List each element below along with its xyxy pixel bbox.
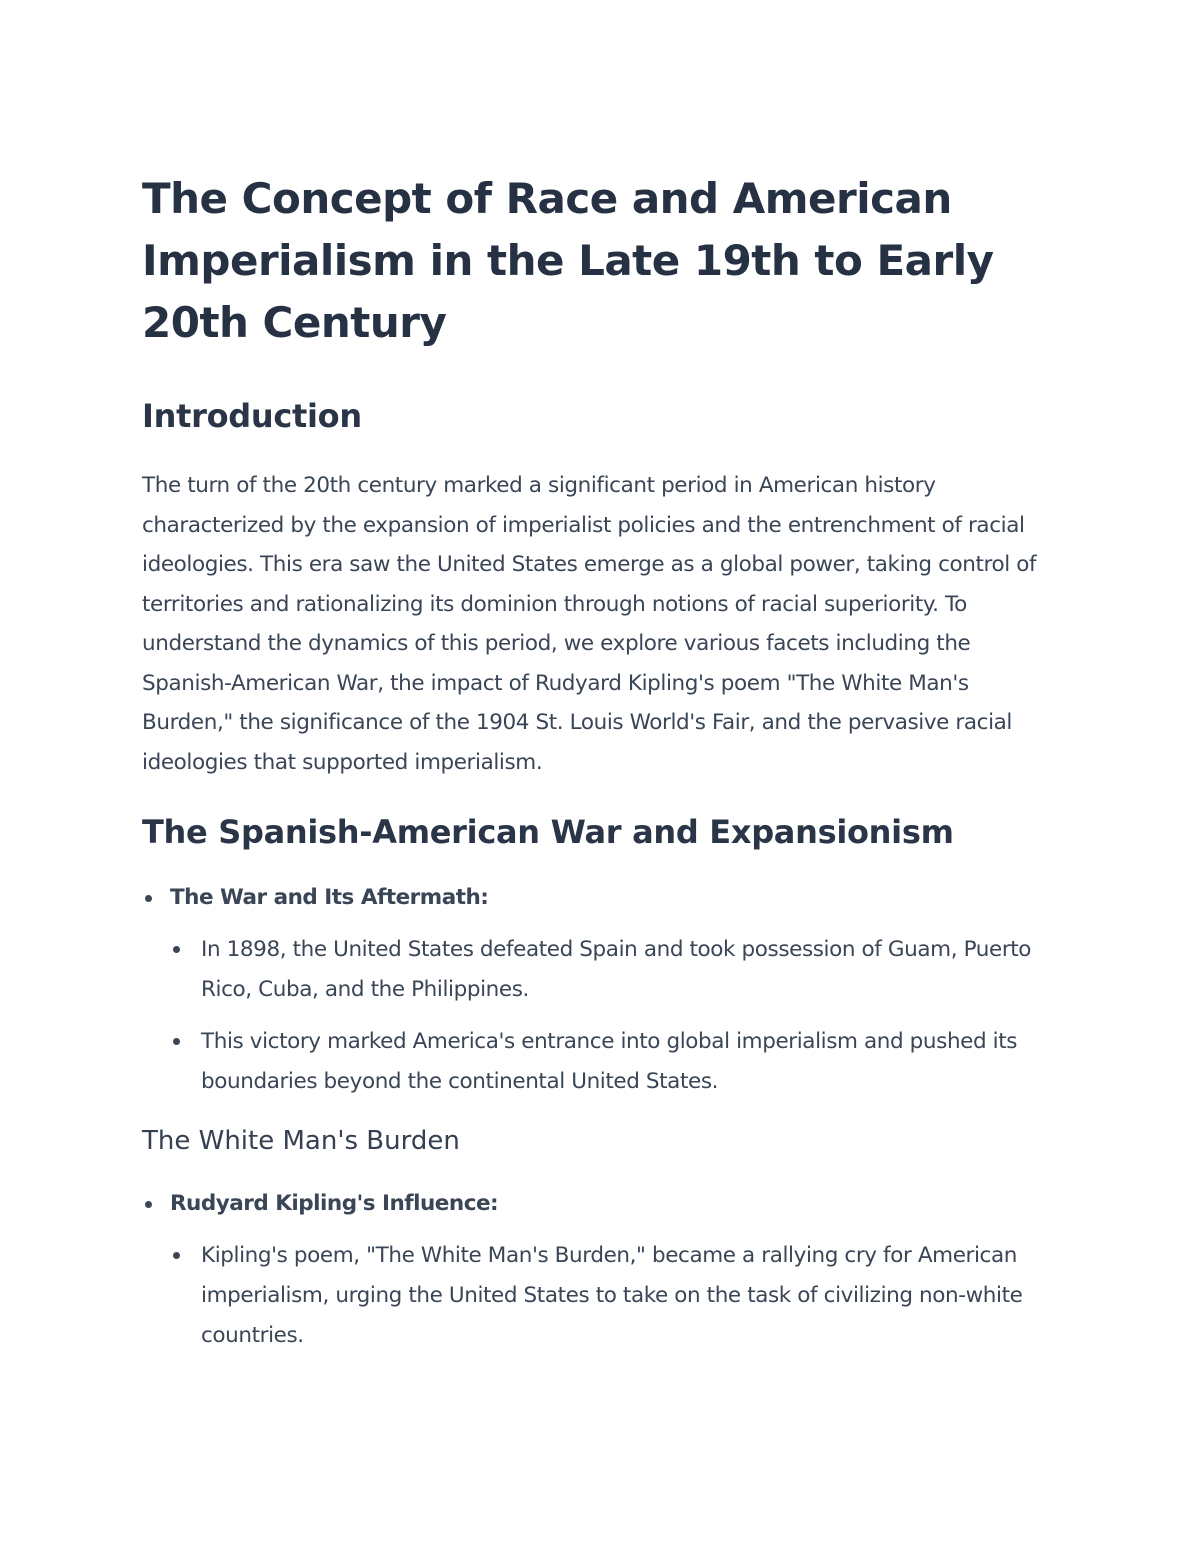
sub-list-item bbox=[170, 1022, 1062, 1102]
white-mans-burden-list bbox=[142, 1186, 1062, 1356]
list-item-label: Rudyard Kipling's Influence: bbox=[170, 1191, 499, 1216]
sub-list-item-text: In 1898, the United States defeated Spain and took possession of Guam, Puerto Rico, Cuba, and the Philippines. bbox=[201, 937, 1032, 1002]
sub-list bbox=[170, 930, 1062, 1102]
bullet-icon bbox=[173, 946, 180, 953]
bullet-icon bbox=[173, 1038, 180, 1045]
sub-list-item-text: This victory marked America's entrance into global imperialism and pushed its boundaries beyond the continental United States. bbox=[201, 1029, 1018, 1094]
list-item-label: The War and Its Aftermath: bbox=[170, 885, 489, 910]
bullet-icon bbox=[145, 895, 152, 902]
sub-list bbox=[170, 1236, 1062, 1356]
list-item bbox=[142, 880, 1062, 1102]
bullet-icon bbox=[145, 1201, 152, 1208]
sub-list-item bbox=[170, 1236, 1062, 1356]
document-title: The Concept of Race and American Imperialism in the Late 19th to Early 20th Century bbox=[142, 174, 994, 347]
introduction-heading: Introduction bbox=[142, 397, 362, 435]
bullet-icon bbox=[173, 1252, 180, 1259]
introduction-paragraph: The turn of the 20th century marked a significant period in American history characterized by the expansion of imperialist policies and the entrenchment of racial ideologies. This era saw the United States emerge as a global power, taking control of territories and rationalizing its dominion through notions of racial superiority. To understand the dynamics of this period, we explore various facets including the Spanish-American War, the impact of Rudyard Kipling's poem "The White Man's Burden," the significance of the 1904 St. Louis World's Fair, and the pervasive racial ideologies that supported imperialism. bbox=[142, 473, 1037, 775]
sub-list-item-text: Kipling's poem, "The White Man's Burden," became a rallying cry for American imperialism, urging the United States to take on the task of civilizing non-white countries. bbox=[201, 1243, 1023, 1348]
sub-list-item bbox=[170, 930, 1062, 1010]
list-item bbox=[142, 1186, 1062, 1356]
document-page bbox=[142, 168, 1062, 1368]
spanish-american-war-list bbox=[142, 880, 1062, 1102]
white-mans-burden-heading: The White Man's Burden bbox=[142, 1126, 460, 1156]
spanish-american-war-heading: The Spanish-American War and Expansionism bbox=[142, 813, 954, 851]
